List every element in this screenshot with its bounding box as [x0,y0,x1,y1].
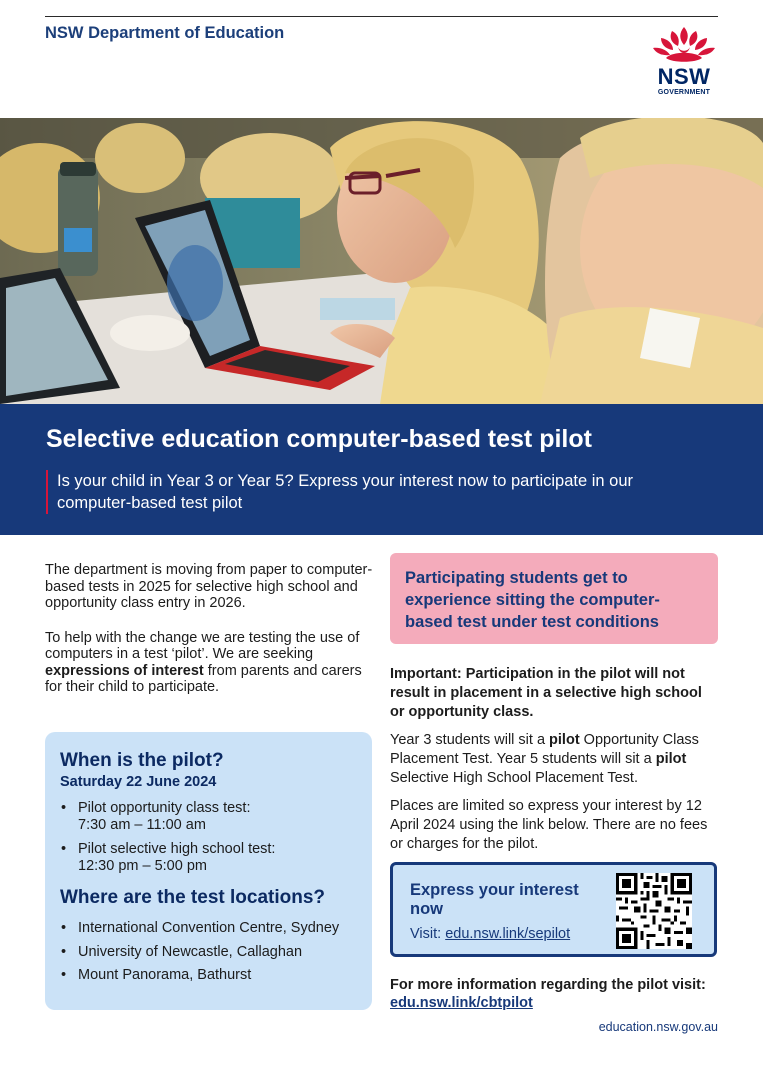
list-item [60,841,357,874]
qr-code-icon[interactable] [616,873,692,949]
when-heading: When is the pilot? [60,750,224,771]
pilot-info-box [45,732,372,1010]
list-item: • University of Newcastle, Callaghan [60,944,357,961]
highlight-callout [390,553,718,644]
cbtpilot-link[interactable]: edu.nsw.link/cbtpilot [390,995,533,1011]
more-info [390,976,720,1012]
title-banner [0,404,763,535]
pilot-date: Saturday 22 June 2024 [60,774,217,790]
intro-p2-bold: expressions of interest [45,662,204,679]
schedule-list [60,800,357,874]
years-text: Selective High School Placement Test. [390,770,638,786]
express-visit-line [410,926,570,942]
intro-paragraph-1: The department is moving from paper to computer-based tests in 2025 for selective high school and opportunity class entry in 2026. [45,562,373,611]
express-interest-title: Express your interest now [410,881,579,918]
logo-main-text: NSW [657,64,711,89]
important-notice: Important: Participation in the pilot will not result in placement in a selective high school or opportunity class. [390,666,702,720]
schedule-label: Pilot opportunity class test: [78,800,251,816]
locations-list [60,920,357,984]
years-paragraph [390,731,720,788]
list-item [60,800,357,833]
schedule-time: 7:30 am – 11:00 am [78,816,206,833]
pilot-bold: pilot [549,732,580,748]
years-text: Year 3 students will sit a [390,732,550,748]
classroom-photo [0,118,763,404]
places-paragraph: Places are limited so express your interest by 12 April 2024 using the link below. There are no fees or charges for the pilot. [390,798,708,852]
intro-paragraph-2 [45,630,375,696]
page-title: Selective education computer-based test pilot [46,425,592,453]
footer-url[interactable]: education.nsw.gov.au [598,1020,718,1034]
details-section [390,665,720,863]
intro-section [45,562,375,714]
list-item: • International Convention Centre, Sydney [60,920,357,937]
department-name: NSW Department of Education [45,24,285,42]
where-heading: Where are the test locations? [60,887,326,908]
more-info-text: For more information regarding the pilot visit: [390,977,706,993]
intro-p2-end: from parents and carers for their child to participate. [45,662,362,695]
page-subtitle: Is your child in Year 3 or Year 5? Express your interest now to participate in our computer-based test pilot [46,470,686,514]
sepilot-link[interactable]: edu.nsw.link/sepilot [445,926,571,942]
header-divider [45,16,718,17]
intro-p2-start: To help with the change we are testing the use of computers in a test ‘pilot’. We are seeking [45,629,360,662]
list-item: • Mount Panorama, Bathurst [60,967,357,984]
express-interest-box [390,862,717,957]
nsw-government-logo [648,66,720,97]
years-text: Opportunity Class Placement Test. Year 5 students will sit a [390,732,699,767]
schedule-time: 12:30 pm – 5:00 pm [78,857,207,874]
logo-sub-text: GOVERNMENT [657,89,711,96]
pilot-bold: pilot [655,751,687,767]
visit-label: Visit: [410,926,446,942]
highlight-text: Participating students get to experience sitting the computer-based test under test conditions [405,569,660,631]
schedule-label: Pilot selective high school test: [78,841,276,857]
